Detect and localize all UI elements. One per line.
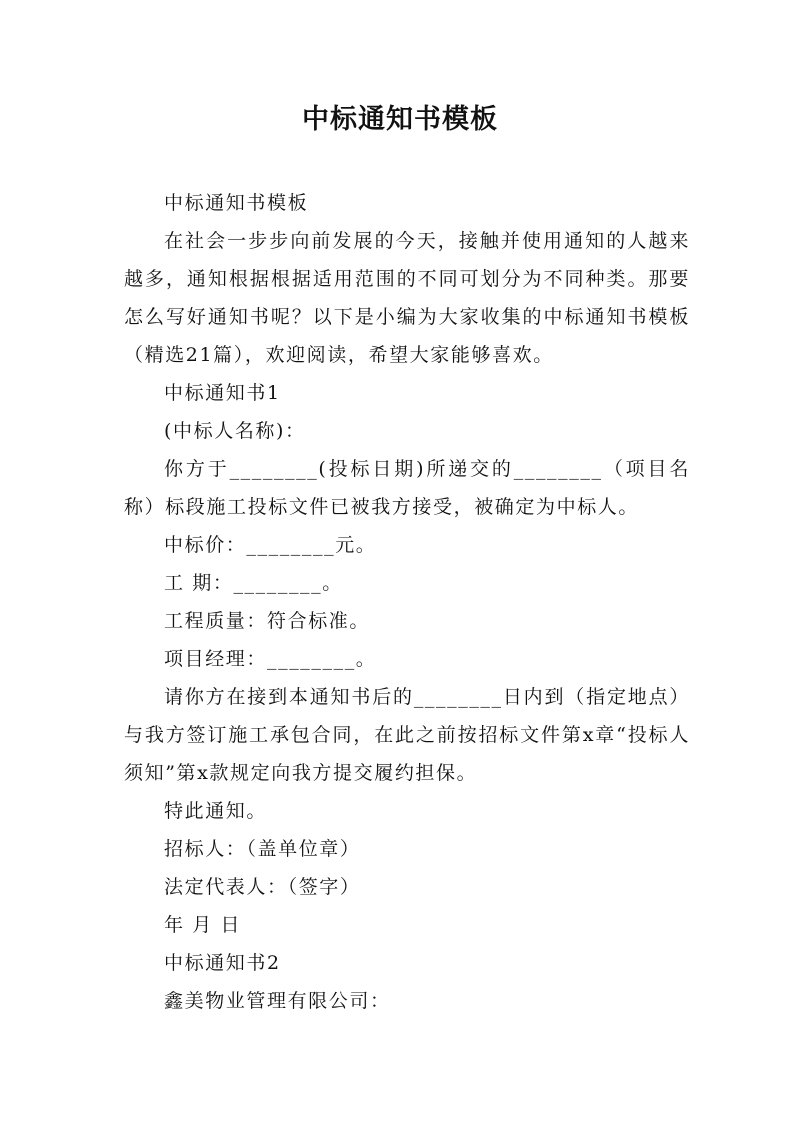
paragraph-tenderer: 招标人：（盖单位章） (164, 838, 361, 860)
paragraph-intro: 在社会一步步向前发展的今天，接触并使用通知的人越来越多，通知根据根据适用范围的不同可划分为不同种类。那要怎么写好通知书呢？以下是小编为大家收集的中标通知书模板（精选21篇），欢迎阅读，希望大家能够喜欢。 (124, 230, 690, 366)
paragraph-contract: 请你方在接到本通知书后的________日内到（指定地点）与我方签订施工承包合同，在此之前按招标文件第x章“投标人须知”第x款规定向我方提交履约担保。 (124, 686, 690, 784)
paragraph-notice: 特此通知。 (164, 800, 268, 822)
paragraph-manager: 项目经理：________。 (164, 648, 377, 670)
paragraph-heading-1: 中标通知书1 (164, 382, 281, 404)
paragraph-subtitle: 中标通知书模板 (164, 192, 309, 214)
paragraph-legal-rep: 法定代表人：（签字） (164, 876, 361, 898)
paragraph-date: 年 月 日 (164, 914, 242, 936)
paragraph-duration: 工 期：________。 (164, 572, 343, 594)
document-body (124, 184, 690, 1020)
paragraph-recipient: (中标人名称)： (164, 420, 306, 442)
document-title: 中标通知书模板 (302, 104, 498, 135)
paragraph-quality: 工程质量：符合标准。 (164, 610, 371, 632)
paragraph-company: 鑫美物业管理有限公司： (164, 990, 391, 1012)
paragraph-acceptance: 你方于________(投标日期)所递交的________（项目名称）标段施工投标文件已被我方接受，被确定为中标人。 (124, 458, 690, 518)
paragraph-heading-2: 中标通知书2 (164, 952, 281, 974)
paragraph-bid-price: 中标价：________元。 (164, 534, 377, 556)
